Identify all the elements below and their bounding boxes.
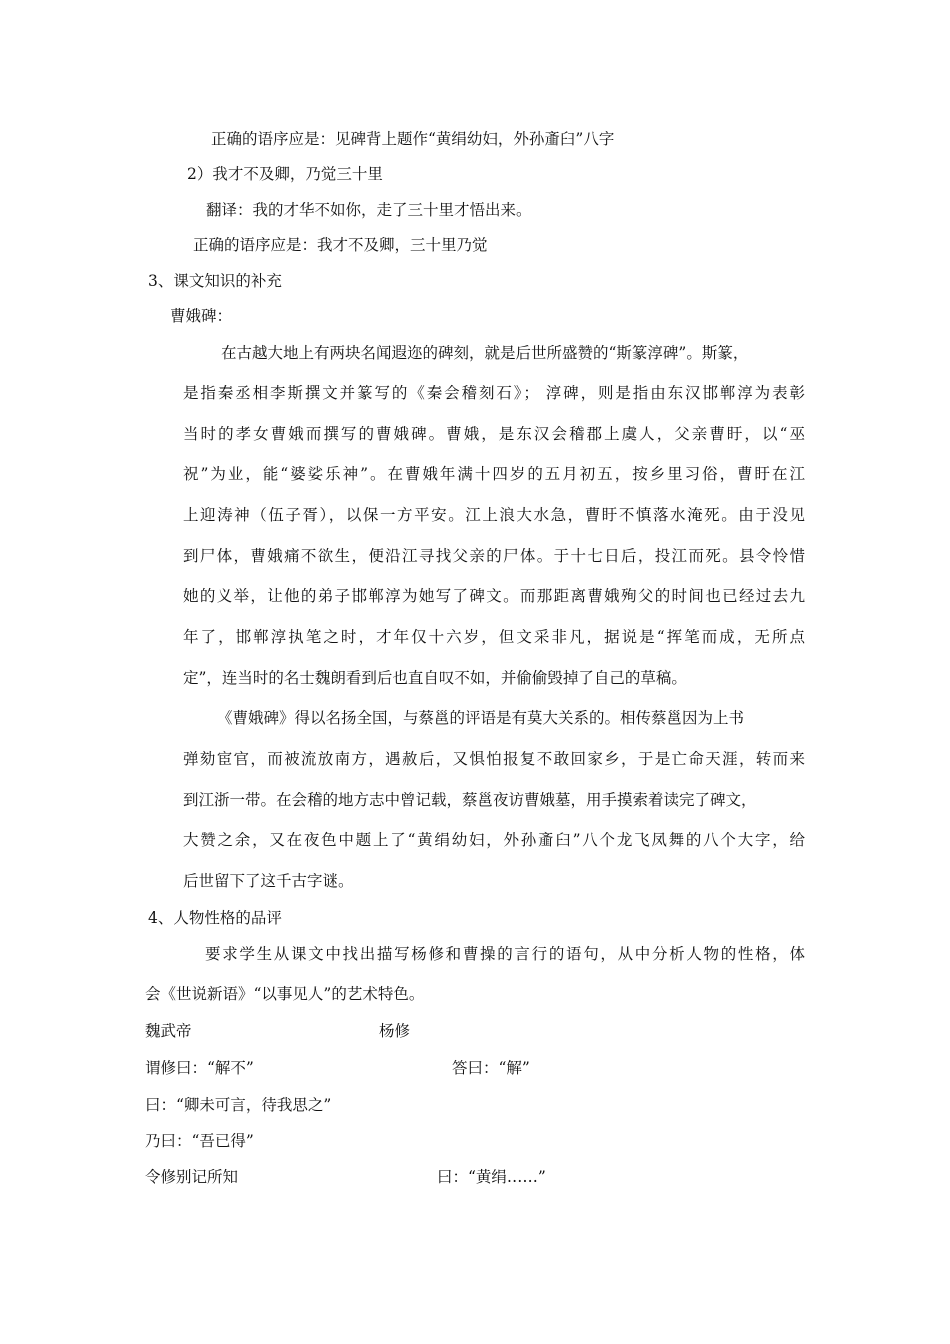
paragraph-2-line: 到江浙一带。在会稽的地方志中曾记载，蔡邕夜访曹娥墓，用手摸索着读完了碑文，: [183, 791, 757, 809]
dialogue-right-header: 杨修: [379, 1022, 411, 1040]
example-2-line: 2）我才不及卿，乃觉三十里: [187, 165, 383, 183]
paragraph-2-line: 《曹娥碑》得以名扬全国，与蔡邕的评语是有莫大关系的。相传蔡邕因为上书: [217, 709, 745, 727]
correct-order-line-2: 正确的语序应是：我才不及卿，三十里乃觉: [193, 236, 488, 254]
translation-line: 翻译：我的才华不如你，走了三十里才悟出来。: [206, 201, 532, 219]
paragraph-1-line: 是指秦丞相李斯撰文并篆写的《秦会稽刻石》； 淳碑，则是指由东汉邯郸淳为表彰: [183, 384, 805, 402]
cao-e-stele-label: 曹娥碑：: [170, 307, 233, 325]
paragraph-2-line: 弹劾宦官，而被流放南方，遇赦后，又惧怕报复不敢回家乡，于是亡命天涯，转而来: [183, 750, 805, 768]
paragraph-3-line: 会《世说新语》“以事见人”的艺术特色。: [145, 985, 425, 1003]
dialogue-left-line: 乃曰：“吾已得”: [145, 1132, 254, 1150]
paragraph-1-line: 祝”为业，能“婆娑乐神”。在曹娥年满十四岁的五月初五，按乡里习俗，曹盱在江: [183, 465, 805, 483]
section-3-heading: 3、课文知识的补充: [148, 272, 282, 290]
dialogue-left-line: 曰：“卿未可言，待我思之”: [145, 1096, 332, 1114]
paragraph-1-line: 当时的孝女曹娥而撰写的曹娥碑。曹娥，是东汉会稽郡上虞人，父亲曹盱，以“巫: [183, 425, 805, 443]
paragraph-2-line: 后世留下了这千古字谜。: [183, 872, 354, 890]
dialogue-left-header: 魏武帝: [145, 1022, 192, 1040]
paragraph-1-line: 在古越大地上有两块名闻遐迩的碑刻，就是后世所盛赞的“斯篆淳碑”。斯篆，: [221, 344, 749, 362]
paragraph-2-line: 大赞之余，又在夜色中题上了“黄绢幼妇，外孙齑臼”八个龙飞凤舞的八个大字，给: [183, 831, 805, 849]
dialogue-left-line: 谓修曰：“解不”: [145, 1059, 254, 1077]
paragraph-1-line: 定”，连当时的名士魏朗看到后也直自叹不如，并偷偷毁掉了自己的草稿。: [183, 669, 687, 687]
paragraph-1-line: 上迎涛神（伍子胥），以保一方平安。江上浪大水急，曹盱不慎落水淹死。由于没见: [183, 506, 805, 524]
paragraph-3-line: 要求学生从课文中找出描写杨修和曹操的言行的语句，从中分析人物的性格，体: [205, 945, 805, 963]
correct-order-line-1: 正确的语序应是：见碑背上题作“黄绢幼妇，外孙齑臼”八字: [211, 130, 615, 148]
paragraph-1-line: 年了，邯郸淳执笔之时，才年仅十六岁，但文采非凡，据说是“挥笔而成，无所点: [183, 628, 805, 646]
dialogue-right-line: 曰：“黄绢……”: [437, 1168, 546, 1186]
section-4-heading: 4、人物性格的品评: [148, 909, 282, 927]
dialogue-right-line: 答曰：“解”: [452, 1059, 530, 1077]
paragraph-1-line: 她的义举，让他的弟子邯郸淳为她写了碑文。而那距离曹娥殉父的时间也已经过去九: [183, 587, 805, 605]
paragraph-1-line: 到尸体，曹娥痛不欲生，便沿江寻找父亲的尸体。于十七日后，投江而死。县令怜惜: [183, 547, 805, 565]
dialogue-left-line: 令修别记所知: [145, 1168, 239, 1186]
